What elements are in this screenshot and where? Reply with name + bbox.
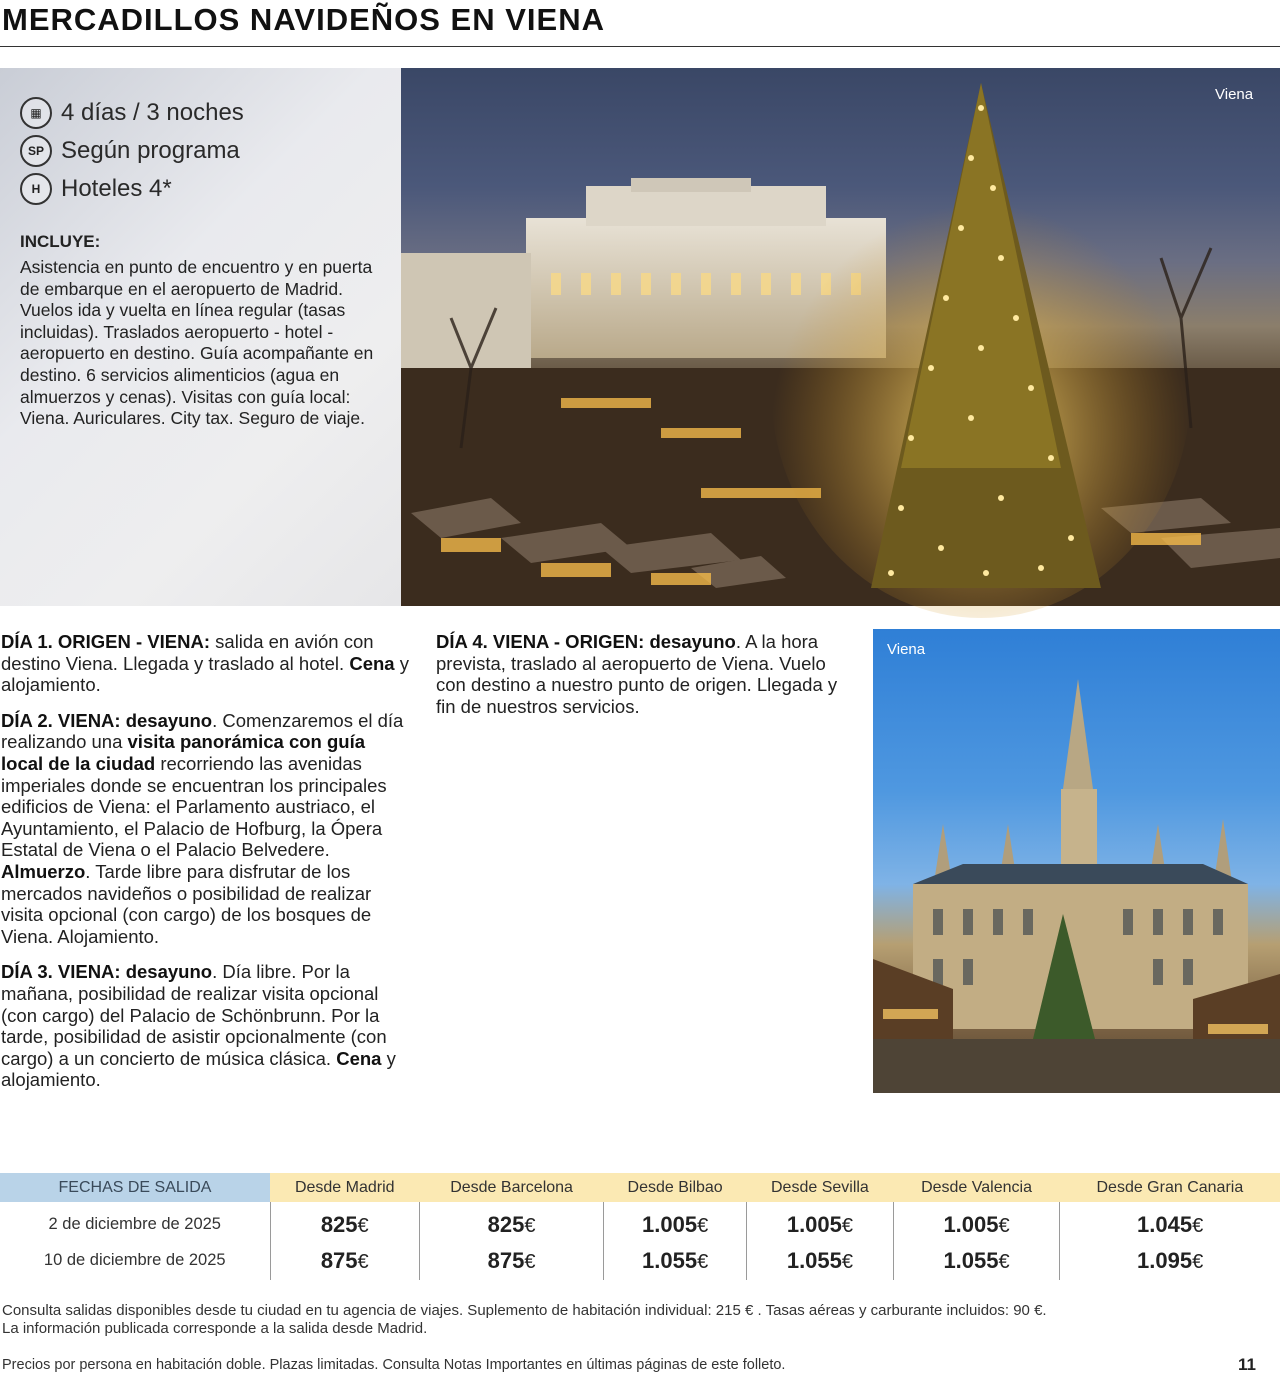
day-2 (1, 710, 411, 948)
city-header-sevilla: Desde Sevilla (747, 1173, 894, 1202)
city-header-valencia: Desde Valencia (893, 1173, 1059, 1202)
page-title: MERCADILLOS NAVIDEÑOS EN VIENA (2, 2, 605, 37)
feature-duration-label: 4 días / 3 noches (61, 99, 244, 126)
day-2-text-end: . Tarde libre para disfrutar de los mercados navideños o posibilidad de realizar visita opcional (con cargo) de los bosques de Viena. Alojamiento. (1, 860, 372, 947)
page-number: 11 (1238, 1355, 1256, 1374)
itinerary-column-1 (1, 631, 411, 1091)
price-cell (893, 1241, 1059, 1280)
day-2-bold-visit: visita panorámica con guía local de la ciudad (1, 731, 366, 774)
price-value: 1.005 (786, 1211, 842, 1237)
calendar-icon: ▦ (20, 97, 52, 129)
city-header-barcelona: Desde Barcelona (419, 1173, 603, 1202)
currency-symbol: € (697, 1214, 709, 1237)
price-value: 1.055 (943, 1247, 999, 1273)
feature-meals-label: Según programa (61, 137, 240, 164)
price-value: 1.055 (642, 1247, 698, 1273)
day-4-text: . A la hora prevista, traslado al aeropuerto de Viena. Vuelo con destino a nuestro punto de origen. Llegada y fin de nuestros servicios. (436, 631, 838, 717)
day-4 (436, 631, 846, 717)
price-cell (1060, 1241, 1280, 1280)
day-2-bold-lunch: Almuerzo (1, 860, 86, 882)
main-photo (401, 68, 1280, 606)
price-value: 875 (487, 1247, 525, 1273)
city-hall-illustration (873, 629, 1280, 1093)
day-3 (1, 961, 411, 1091)
day-1-heading: DÍA 1. ORIGEN - VIENA: (1, 631, 211, 652)
pricing-note-line-1: Consulta salidas disponibles desde tu ciudad en tu agencia de viajes. Suplemento de habitación individual: 215 € . Tasas aéreas y carburante incluidos: 90 €. (2, 1302, 1047, 1319)
price-cell (604, 1202, 747, 1241)
currency-symbol: € (524, 1250, 536, 1273)
price-value: 825 (487, 1211, 525, 1237)
currency-symbol: € (841, 1250, 854, 1273)
feature-duration (20, 96, 244, 130)
city-header-bilbao: Desde Bilbao (604, 1173, 747, 1202)
currency-symbol: € (998, 1250, 1010, 1273)
prices-table (0, 1173, 1280, 1280)
christmas-market-illustration (401, 68, 1280, 606)
day-2-text-mid: recorriendo las avenidas imperiales donde se encuentran los principales edificios de Viena: el Parlamento austriaco, el Ayuntamiento, el Palacio de Hofburg, la Ópera Estatal de Viena o el Palacio Belvedere. (1, 752, 387, 861)
price-value: 1.055 (786, 1247, 842, 1273)
price-cell (747, 1241, 894, 1280)
day-3-bold: Cena (336, 1047, 382, 1069)
price-value: 1.045 (1137, 1211, 1193, 1237)
feature-hotel (20, 172, 172, 206)
currency-symbol: € (1192, 1250, 1204, 1273)
price-cell (604, 1241, 747, 1280)
currency-symbol: € (1192, 1214, 1204, 1237)
table-row (0, 1202, 1280, 1241)
dates-header: FECHAS DE SALIDA (0, 1173, 270, 1202)
includes-text: Asistencia en punto de encuentro y en puerta de embarque en el aeropuerto de Madrid. Vuelos ida y vuelta en línea regular (tasas incluidas). Traslados aeropuerto - hotel - aeropuerto en destino. Guía acompañante en destino. 6 servicios alimenticios (agua en almuerzos y cenas). Visitas con guía local: Viena. Auriculares. City tax. Seguro de viaje. (20, 257, 374, 429)
departure-date: 2 de diciembre de 2025 (48, 1215, 221, 1233)
sp-icon: SP (20, 135, 52, 167)
price-value: 1.095 (1137, 1247, 1193, 1273)
departure-date: 10 de diciembre de 2025 (43, 1251, 226, 1269)
day-1-bold: Cena (349, 652, 395, 674)
price-cell (270, 1202, 419, 1241)
price-cell (419, 1241, 603, 1280)
day-3-text: . Día libre. Por la mañana, posibilidad de realizar visita opcional (con cargo) del Palacio de Schönbrunn. Por la tarde, posibilidad de asistir opcionalmente (con cargo) a un concierto de música clásica. (1, 961, 387, 1069)
price-cell (747, 1202, 894, 1241)
day-3-text-end: y alojamiento. (1, 1047, 396, 1091)
day-2-text: . Comenzaremos el día realizando una (1, 709, 404, 753)
price-value: 1.005 (642, 1211, 698, 1237)
price-value: 825 (320, 1211, 358, 1237)
footer-disclaimer: Precios por persona en habitación doble. Plazas limitadas. Consulta Notas Importantes en últimas páginas de este folleto. (2, 1357, 786, 1373)
pricing-notes (2, 1302, 1278, 1338)
title-divider (0, 46, 1280, 47)
price-value: 875 (320, 1247, 358, 1273)
price-value: 1.005 (943, 1211, 999, 1237)
price-cell (1060, 1202, 1280, 1241)
day-3-heading: DÍA 3. VIENA: desayuno (1, 961, 213, 983)
side-photo (873, 629, 1280, 1093)
table-row (0, 1241, 1280, 1280)
prices-header-row (0, 1173, 1280, 1202)
day-2-heading: DÍA 2. VIENA: desayuno (1, 709, 213, 731)
info-panel (0, 68, 401, 606)
price-cell (270, 1241, 419, 1280)
includes-heading: INCLUYE: (20, 232, 101, 251)
day-1-text: salida en avión con destino Viena. Llegada y traslado al hotel. (1, 631, 374, 674)
currency-symbol: € (697, 1250, 709, 1273)
day-1-text-end: y alojamiento. (1, 652, 409, 696)
price-cell (893, 1202, 1059, 1241)
city-header-madrid: Desde Madrid (270, 1173, 419, 1202)
currency-symbol: € (357, 1250, 369, 1273)
main-photo-caption: Viena (1215, 86, 1254, 103)
currency-symbol: € (998, 1214, 1010, 1237)
currency-symbol: € (841, 1214, 854, 1237)
city-header-gran-canaria: Desde Gran Canaria (1060, 1173, 1280, 1202)
price-cell (419, 1202, 603, 1241)
hotel-icon: H (20, 173, 52, 205)
day-4-heading: DÍA 4. VIENA - ORIGEN: desayuno (436, 631, 736, 652)
currency-symbol: € (524, 1214, 536, 1237)
currency-symbol: € (357, 1214, 369, 1237)
pricing-note-line-2: La información publicada corresponde a la salida desde Madrid. (2, 1320, 428, 1337)
side-photo-caption: Viena (887, 641, 926, 658)
day-1 (1, 631, 411, 696)
feature-hotel-label: Hoteles 4* (61, 175, 172, 202)
feature-meals (20, 134, 240, 168)
itinerary-column-2 (436, 631, 846, 731)
